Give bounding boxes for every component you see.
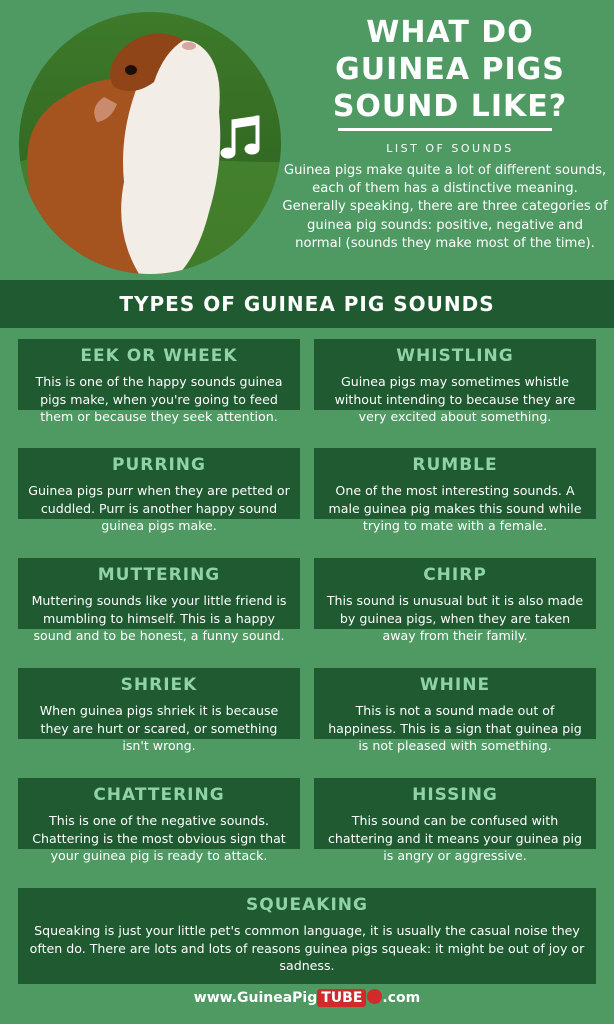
brand-mascot-icon: [367, 989, 382, 1004]
sound-card-purring: [18, 448, 300, 533]
sound-card-squeaking: [18, 888, 596, 984]
guinea-pig-illustration: [19, 12, 281, 274]
sound-card-hissing: [314, 778, 596, 863]
card-text: This is not a sound made out of happiness. This is a sign that guinea pig is not pleased with something.: [328, 703, 582, 753]
title-line-2: GUINEA PIGS: [335, 52, 565, 87]
footer-url-suffix: .com: [382, 990, 421, 1006]
title-divider: [338, 128, 552, 131]
card-title: SQUEAKING: [246, 895, 368, 915]
card-title: RUMBLE: [412, 455, 498, 475]
card-text: This sound is unusual but it is also made by guinea pigs, when they are taken away from their family.: [326, 593, 584, 643]
card-text: When guinea pigs shriek it is because they are hurt or scared, or something isn't wrong.: [39, 703, 279, 753]
footer-website-link[interactable]: [0, 989, 614, 1006]
section-header: [0, 280, 614, 328]
card-text: Muttering sounds like your little friend is mumbling to himself. This is a happy sound and to be honest, a funny sound.: [31, 593, 287, 643]
card-text: This sound can be confused with chattering and it means your guinea pig is angry or aggressive.: [327, 813, 583, 863]
footer-url-prefix: www.GuineaPig: [193, 990, 318, 1006]
card-text: One of the most interesting sounds. A male guinea pig makes this sound while trying to mate with a female.: [328, 483, 582, 533]
page-subtitle: LIST OF SOUNDS: [386, 142, 514, 155]
sound-card-muttering: [18, 558, 300, 643]
sound-card-chattering: [18, 778, 300, 863]
card-title: WHISTLING: [396, 346, 514, 366]
guinea-pig-photo: [19, 12, 281, 274]
hero-section: [0, 0, 614, 280]
sound-card-whine: [314, 668, 596, 753]
card-text: This is one of the happy sounds guinea pigs make, when you're going to feed them or because they seek attention.: [35, 374, 283, 424]
sound-card-eek: [18, 339, 300, 424]
title-line-3: SOUND LIKE?: [332, 89, 568, 124]
intro-paragraph: Guinea pigs make quite a lot of different sounds, each of them has a distinctive meaning. Generally speaking, there are three categories of guinea pig sounds: positive, negative and normal (sounds they make most of the time).: [282, 163, 608, 251]
sound-card-shriek: [18, 668, 300, 753]
sound-card-rumble: [314, 448, 596, 533]
sound-card-whistling: [314, 339, 596, 424]
card-title: PURRING: [112, 455, 206, 475]
card-text: Squeaking is just your little pet's common language, it is usually the casual noise they often do. There are lots and lots of reasons guinea pigs squeak: it might be out of joy or sadness.: [29, 923, 585, 973]
section-title: TYPES OF GUINEA PIG SOUNDS: [119, 292, 495, 316]
card-text: Guinea pigs purr when they are petted or cuddled. Purr is another happy sound guinea pigs make.: [28, 483, 290, 533]
page-title: [300, 14, 600, 125]
card-text: This is one of the negative sounds. Chattering is the most obvious sign that your guinea pig is ready to attack.: [32, 813, 286, 863]
card-title: SHRIEK: [120, 675, 198, 695]
card-text: Guinea pigs may sometimes whistle without intending to because they are very excited about something.: [334, 374, 576, 424]
title-line-1: WHAT DO: [366, 15, 534, 50]
card-title: CHIRP: [423, 565, 487, 585]
footer-brand-highlight: TUBE: [317, 989, 366, 1007]
card-title: MUTTERING: [97, 565, 221, 585]
sound-card-chirp: [314, 558, 596, 643]
card-title: WHINE: [419, 675, 491, 695]
card-title: HISSING: [412, 785, 498, 805]
card-title: EEK OR WHEEK: [80, 346, 238, 366]
card-title: CHATTERING: [93, 785, 225, 805]
